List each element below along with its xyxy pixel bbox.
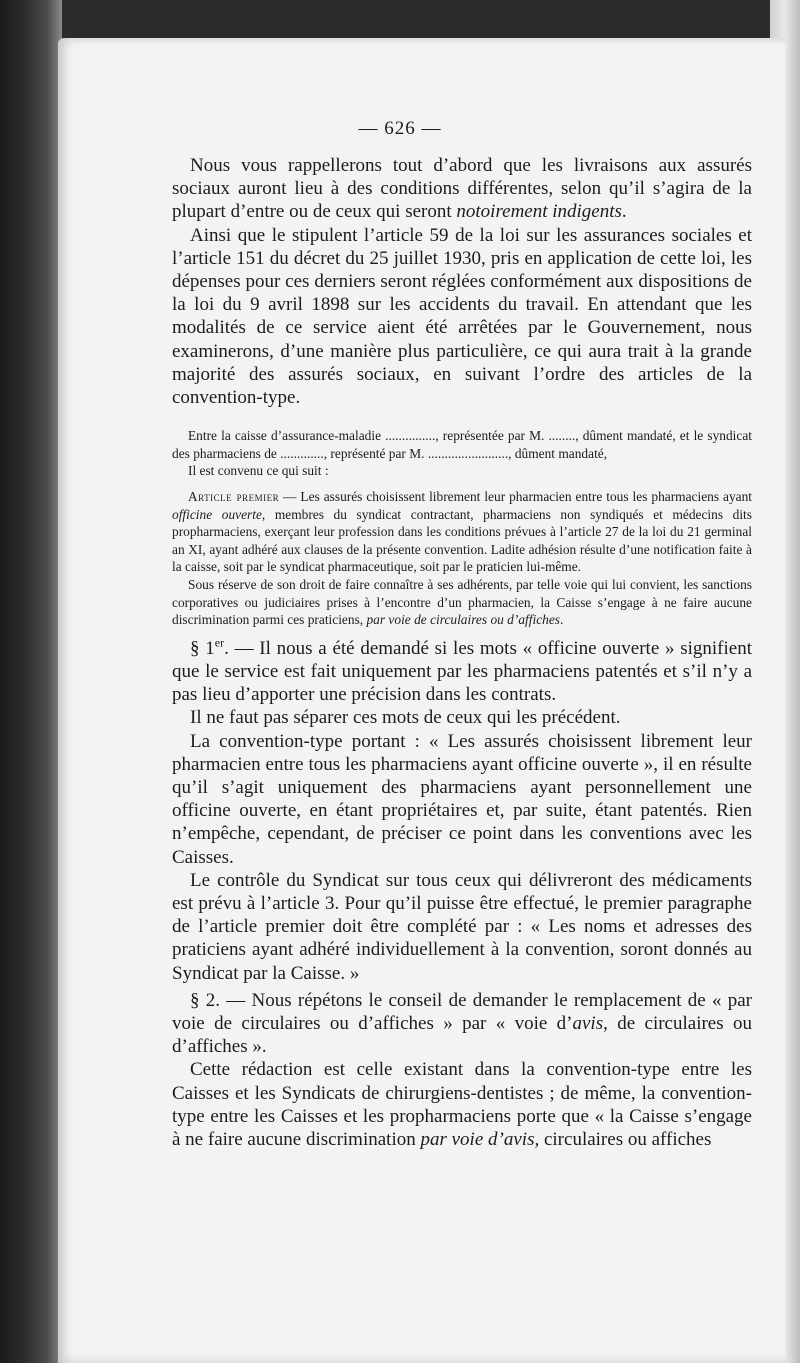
text-run: . bbox=[621, 201, 627, 223]
section-2-advice bbox=[172, 989, 752, 1059]
section-1-control: Le contrôle du Syndicat sur tous ceux qui délivreront des médicaments est prévu à l’article 3. Pour qu’il puisse être effectué, le premier paragraphe de l’article premier doit être complété par : « Les noms et adresses des praticiens ayant adhéré individuellement à la convention, soront donnés au Syndicat par la Caisse. » bbox=[172, 869, 752, 984]
book-binding bbox=[0, 0, 62, 1363]
page-content bbox=[172, 154, 752, 1151]
text-run: , de circulaires ou d’affiches ». bbox=[172, 1013, 752, 1058]
text-run: , membres du syndicat contractant, pharmaciens non syndiqués et médecins dits propharmaciens, exerçant leur profession dans les conditions prévues à l’article 27 de la loi du 21 germinal an XI, ayant adhéré aux clauses de la présente convention. Ladite adhésion résulte d’une notification faite à la caisse, soit par le syndicat pharmaceutique, soit par le praticien lui-même. bbox=[172, 506, 752, 575]
section-1-explanation: La convention-type portant : « Les assurés choisissent librement leur pharmacien entre tous les pharmaciens ayant officine ouverte », il en résulte qu’il s’agit uniquement des pharmaciens ayant personnellement une officine ouverte, en étant propriétaires et, par suite, étant patentés. Rien n’empêche, cependant, de préciser ce point dans les conventions avec les Caisses. bbox=[172, 730, 752, 868]
text-run: . — Il nous a été demandé si les mots « officine ouverte » signifient que le service est fait uniquement par les pharmaciens patentés et s’il n’y a pas lieu d’apporter une précision dans les contrats. bbox=[172, 637, 753, 706]
article-label: Article premier bbox=[188, 489, 280, 505]
section-2-redaction bbox=[172, 1058, 752, 1151]
text-run: Sous réserve de son droit de faire connaître à ses adhérents, par telle voie qui lui convient, les sanctions corporatives ou judiciaires prises à l’encontre d’un pharmacien, la Caisse s’engage à ne faire aucune discrimination parmi ces praticiens, bbox=[172, 576, 752, 628]
emphasis-text: notoirement indigents bbox=[456, 201, 622, 223]
paragraph-intro bbox=[172, 154, 752, 224]
text-run: Nous vous rappellerons tout d’abord que les livraisons aux assurés sociaux auront lieu à des conditions différentes, selon qu’il s’agira de la plupart d’entre ou de ceux qui seront bbox=[172, 155, 752, 223]
page-number: — 626 — bbox=[358, 118, 442, 139]
text-run: Cette rédaction est celle existant dans la convention-type entre les Caisses et les Syndicats de chirurgiens-dentistes ; de même, la convention-type entre les Caisses et les propharmaciens porte que « la Caisse s’engage à ne faire aucune discrimination bbox=[172, 1059, 752, 1151]
emphasis-text: par voie de circulaires ou d’affiches bbox=[366, 612, 560, 628]
emphasis-text: avis bbox=[572, 1013, 604, 1035]
section-1-question bbox=[172, 637, 752, 707]
article-reserve bbox=[172, 576, 752, 629]
convention-parties: Entre la caisse d’assurance-maladie ..............., représentée par M. ........, dûment mandaté, et le syndicat des pharmaciens de ............., représenté par M. ........................, dûment mandaté, bbox=[172, 428, 752, 461]
text-run: . bbox=[559, 612, 564, 628]
paragraph-law: Ainsi que le stipulent l’article 59 de la loi sur les assurances sociales et l’article 151 du décret du 25 juillet 1930, pris en application de cette loi, les dépenses pour ces derniers seront réglées conformément aux dispositions de la loi du 9 avril 1898 sur les accidents du travail. En attendant que les modalités de ce service aient été arrêtées par le Gouvernement, nous examinerons, d’une manière plus particulière, ce qui aura trait à la grande majorité des assurés sociaux, en suivant l’ordre des articles de la convention-type. bbox=[172, 224, 752, 409]
emphasis-text: officine ouverte bbox=[172, 506, 262, 522]
article-premier bbox=[172, 488, 752, 576]
text-run: circulaires ou affiches bbox=[539, 1129, 712, 1151]
section-1-answer: Il ne faut pas séparer ces mots de ceux qui les précédent. bbox=[190, 707, 621, 729]
emphasis-text: par voie d’avis, bbox=[420, 1129, 540, 1151]
convention-agreement: Il est convenu ce qui suit : bbox=[188, 463, 329, 479]
text-run: § 2. — Nous répétons le conseil de demander le remplacement de « par voie de circulaires ou d’affiches » par « voie d’ bbox=[172, 989, 752, 1035]
text-run: — Les assurés choisissent librement leur pharmacien entre tous les pharmaciens ayant bbox=[279, 489, 752, 505]
superscript: er bbox=[214, 635, 225, 650]
section-mark: § 1 bbox=[190, 637, 215, 659]
